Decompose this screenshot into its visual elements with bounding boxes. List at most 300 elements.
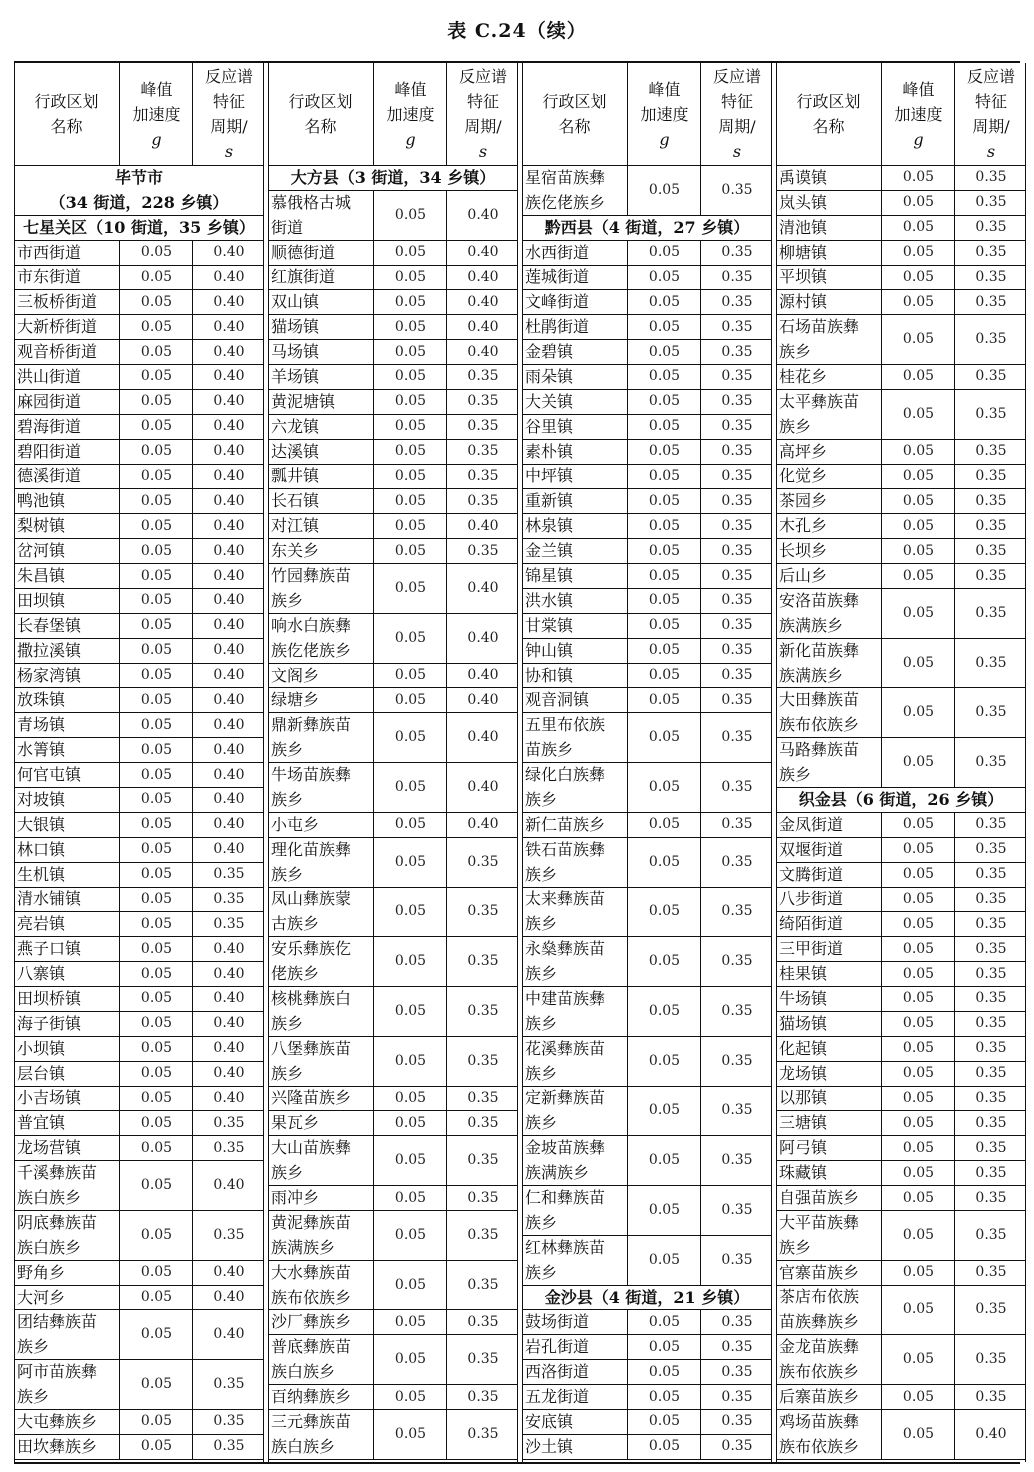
division-name: 大田彝族苗 族布依族乡 (779, 690, 860, 735)
table-row (14, 1359, 264, 1410)
division-name: 桂果镇 (779, 964, 828, 984)
characteristic-period-value: 0.35 (700, 364, 773, 389)
division-name: 茶店布依族 苗族彝族乡 (779, 1287, 860, 1332)
peak-acceleration-value: 0.05 (119, 613, 193, 638)
region-group-heading: 七星关区（10 街道，35 乡镇） (14, 215, 264, 241)
table-row (268, 687, 518, 713)
division-name: 沙土镇 (525, 1436, 574, 1456)
table-row (14, 911, 264, 937)
division-name: 双山镇 (271, 292, 320, 312)
header-pga-text: 峰值 加速度 (894, 79, 943, 124)
peak-acceleration-value: 0.05 (119, 1210, 193, 1260)
peak-acceleration-value: 0.05 (881, 1160, 955, 1185)
peak-acceleration-value: 0.05 (119, 1260, 193, 1285)
characteristic-period-value: 0.35 (192, 1409, 265, 1434)
peak-acceleration-value: 0.05 (881, 1135, 955, 1160)
table-row (522, 414, 772, 440)
division-name: 朱昌镇 (17, 566, 66, 586)
peak-acceleration-value: 0.05 (881, 1185, 955, 1210)
peak-acceleration-value: 0.05 (881, 289, 955, 314)
division-name: 金坡苗族彝 族满族乡 (525, 1138, 606, 1183)
characteristic-period-value: 0.35 (700, 638, 773, 663)
peak-acceleration-value: 0.05 (119, 1061, 193, 1086)
table-row (776, 1135, 1026, 1161)
table-row (522, 613, 772, 639)
division-name: 金兰镇 (525, 541, 574, 561)
table-row (776, 165, 1026, 191)
peak-acceleration-value: 0.05 (881, 538, 955, 563)
peak-acceleration-value: 0.05 (881, 215, 955, 240)
division-name: 大水彝族苗 族布依族乡 (271, 1262, 352, 1307)
table-row (522, 1135, 772, 1186)
table-row (268, 414, 518, 440)
division-name: 海子街镇 (17, 1013, 82, 1033)
division-name: 林口镇 (17, 839, 66, 859)
peak-acceleration-value: 0.05 (627, 563, 701, 588)
peak-acceleration-value: 0.05 (373, 1309, 447, 1334)
table-row (14, 1110, 264, 1136)
table-row (14, 762, 264, 788)
peak-acceleration-value: 0.05 (627, 314, 701, 339)
peak-acceleration-value: 0.05 (627, 762, 701, 812)
division-name: 官寨苗族乡 (779, 1262, 860, 1282)
division-name: 源村镇 (779, 292, 828, 312)
division-name: 锦星镇 (525, 566, 574, 586)
table-row (268, 812, 518, 838)
division-name: 大平苗族彝 族乡 (779, 1212, 860, 1257)
peak-acceleration-value: 0.05 (881, 563, 955, 588)
characteristic-period-value: 0.40 (192, 364, 265, 389)
header-period-text: 反应谱 特征 周期/ (712, 67, 761, 136)
header-pga-unit: g (913, 129, 924, 149)
table-row (776, 314, 1026, 365)
division-name: 文阁乡 (271, 665, 320, 685)
region-group-heading: 金沙县（4 街道，21 乡镇） (522, 1285, 772, 1311)
peak-acceleration-value: 0.05 (373, 887, 447, 937)
characteristic-period-value: 0.35 (700, 837, 773, 887)
peak-acceleration-value: 0.05 (119, 588, 193, 613)
table-row (268, 936, 518, 987)
characteristic-period-value: 0.35 (700, 1135, 773, 1185)
table-column-block-1 (14, 63, 264, 1462)
division-name: 五龙街道 (525, 1387, 590, 1407)
peak-acceleration-value: 0.05 (373, 837, 447, 887)
peak-acceleration-value: 0.05 (373, 1210, 447, 1260)
peak-acceleration-value: 0.05 (881, 911, 955, 936)
division-name: 水箐镇 (17, 740, 66, 760)
division-name: 后山乡 (779, 566, 828, 586)
division-name: 珠藏镇 (779, 1163, 828, 1183)
table-row (522, 687, 772, 713)
division-name: 达溪镇 (271, 441, 320, 461)
peak-acceleration-value: 0.05 (119, 314, 193, 339)
peak-acceleration-value: 0.05 (373, 613, 447, 663)
characteristic-period-value: 0.35 (446, 488, 519, 513)
peak-acceleration-value: 0.05 (373, 538, 447, 563)
division-name: 何官屯镇 (17, 765, 82, 785)
characteristic-period-value: 0.35 (700, 588, 773, 613)
peak-acceleration-value: 0.05 (881, 986, 955, 1011)
characteristic-period-value: 0.35 (700, 314, 773, 339)
peak-acceleration-value: 0.05 (373, 1036, 447, 1086)
characteristic-period-value: 0.40 (192, 737, 265, 762)
peak-acceleration-value: 0.05 (627, 588, 701, 613)
peak-acceleration-value: 0.05 (881, 464, 955, 489)
peak-acceleration-value: 0.05 (373, 663, 447, 688)
peak-acceleration-value: 0.05 (373, 364, 447, 389)
division-name: 洪水镇 (525, 590, 574, 610)
table-row (268, 389, 518, 415)
peak-acceleration-value: 0.05 (881, 439, 955, 464)
characteristic-period-value: 0.35 (446, 1409, 519, 1459)
peak-acceleration-value: 0.05 (373, 1384, 447, 1409)
division-name: 星宿苗族彝 族仡佬族乡 (525, 167, 606, 212)
header-pga-unit: g (151, 129, 162, 149)
division-name: 德溪街道 (17, 466, 82, 486)
peak-acceleration-value: 0.05 (119, 762, 193, 787)
characteristic-period-value: 0.35 (954, 1285, 1027, 1335)
characteristic-period-value: 0.40 (446, 339, 519, 364)
header-name-label: 行政区划 名称 (542, 92, 607, 136)
characteristic-period-value: 0.35 (954, 364, 1027, 389)
peak-acceleration-value: 0.05 (373, 265, 447, 290)
division-name: 茶园乡 (779, 491, 828, 511)
table-row (268, 513, 518, 539)
division-name: 麻园街道 (17, 391, 82, 411)
peak-acceleration-value: 0.05 (881, 1285, 955, 1335)
characteristic-period-value: 0.40 (192, 638, 265, 663)
characteristic-period-value: 0.40 (192, 837, 265, 862)
division-name: 安底镇 (525, 1411, 574, 1431)
table-header (522, 63, 772, 166)
table-row (268, 1185, 518, 1211)
table-header (14, 63, 264, 166)
division-name: 黄泥彝族苗 族满族乡 (271, 1212, 352, 1257)
table-row (522, 513, 772, 539)
characteristic-period-value: 0.35 (954, 837, 1027, 862)
peak-acceleration-value: 0.05 (119, 1359, 193, 1409)
characteristic-period-value: 0.35 (954, 513, 1027, 538)
table-row (522, 837, 772, 888)
peak-acceleration-value: 0.05 (119, 563, 193, 588)
table-row (14, 513, 264, 539)
division-name: 石场苗族彝 族乡 (779, 317, 860, 362)
table-row (268, 613, 518, 664)
table-row (776, 1110, 1026, 1136)
header-period-label (713, 64, 761, 164)
table-row (522, 762, 772, 813)
region-group-heading: 织金县（6 街道，26 乡镇） (776, 787, 1026, 813)
header-pga-text: 峰值 加速度 (640, 79, 689, 124)
table-row (776, 563, 1026, 589)
table-row (14, 1285, 264, 1311)
table-row (522, 986, 772, 1037)
table-row (522, 314, 772, 340)
table-row (14, 936, 264, 962)
characteristic-period-value: 0.40 (192, 762, 265, 787)
table-row (14, 488, 264, 514)
division-name: 鸡场苗族彝 族布依族乡 (779, 1411, 860, 1456)
peak-acceleration-value: 0.05 (881, 638, 955, 688)
peak-acceleration-value: 0.05 (627, 339, 701, 364)
peak-acceleration-value: 0.05 (627, 389, 701, 414)
table-row (776, 588, 1026, 639)
table-row (776, 538, 1026, 564)
peak-acceleration-value: 0.05 (119, 538, 193, 563)
division-name: 大新桥街道 (17, 317, 98, 337)
header-pga-cell (119, 63, 193, 165)
table-row (522, 1334, 772, 1360)
table-row (776, 190, 1026, 216)
characteristic-period-value: 0.40 (192, 1086, 265, 1111)
division-name: 化起镇 (779, 1038, 828, 1058)
table-row (522, 538, 772, 564)
table-row (776, 1185, 1026, 1211)
table-row (776, 936, 1026, 962)
peak-acceleration-value: 0.05 (119, 240, 193, 265)
table-row (14, 1061, 264, 1087)
header-pga-cell (881, 63, 955, 165)
division-name: 柳塘镇 (779, 242, 828, 262)
header-period-text: 反应谱 特征 周期/ (458, 67, 507, 136)
division-name: 高坪乡 (779, 441, 828, 461)
table-row (14, 265, 264, 291)
table-row (522, 439, 772, 465)
division-name: 林泉镇 (525, 516, 574, 536)
peak-acceleration-value: 0.05 (627, 1359, 701, 1384)
division-name: 普宜镇 (17, 1113, 66, 1133)
division-name: 金碧镇 (525, 342, 574, 362)
division-name: 响水白族彝 族仡佬族乡 (271, 615, 352, 660)
header-pga-text: 峰值 加速度 (132, 79, 181, 124)
division-name: 东关乡 (271, 541, 320, 561)
characteristic-period-value: 0.35 (954, 314, 1027, 364)
table-row (268, 488, 518, 514)
peak-acceleration-value: 0.05 (881, 887, 955, 912)
table-row (268, 364, 518, 390)
table-row (776, 364, 1026, 390)
division-name: 田坝桥镇 (17, 988, 82, 1008)
characteristic-period-value: 0.35 (446, 887, 519, 937)
peak-acceleration-value: 0.05 (627, 289, 701, 314)
characteristic-period-value: 0.35 (700, 513, 773, 538)
header-pga-label (894, 77, 942, 152)
header-pga-label (640, 77, 688, 152)
table-row (14, 389, 264, 415)
table-row (268, 1110, 518, 1136)
table-row (14, 1210, 264, 1261)
peak-acceleration-value: 0.05 (373, 986, 447, 1036)
table-row (268, 762, 518, 813)
peak-acceleration-value: 0.05 (881, 265, 955, 290)
division-name: 龙场营镇 (17, 1138, 82, 1158)
division-name: 普底彝族苗 族白族乡 (271, 1337, 352, 1382)
peak-acceleration-value: 0.05 (373, 314, 447, 339)
division-name: 金凤街道 (779, 814, 844, 834)
characteristic-period-value: 0.35 (954, 961, 1027, 986)
division-name: 红林彝族苗 族乡 (525, 1237, 606, 1282)
peak-acceleration-value: 0.05 (119, 1409, 193, 1434)
peak-acceleration-value: 0.05 (627, 638, 701, 663)
division-name: 太来彝族苗 族乡 (525, 889, 606, 934)
characteristic-period-value: 0.40 (192, 687, 265, 712)
header-period-cell (192, 63, 265, 165)
characteristic-period-value: 0.35 (700, 1036, 773, 1086)
peak-acceleration-value: 0.05 (373, 339, 447, 364)
characteristic-period-value: 0.40 (192, 812, 265, 837)
characteristic-period-value: 0.40 (192, 961, 265, 986)
peak-acceleration-value: 0.05 (881, 936, 955, 961)
division-name: 以那镇 (779, 1088, 828, 1108)
characteristic-period-value: 0.40 (446, 314, 519, 339)
header-name-cell (14, 63, 119, 165)
characteristic-period-value: 0.35 (446, 389, 519, 414)
division-name: 永燊彝族苗 族乡 (525, 939, 606, 984)
characteristic-period-value: 0.35 (700, 414, 773, 439)
division-name: 层台镇 (17, 1063, 66, 1083)
header-name-cell (776, 63, 881, 165)
peak-acceleration-value: 0.05 (373, 1135, 447, 1185)
peak-acceleration-value: 0.05 (881, 488, 955, 513)
table-row (776, 1384, 1026, 1410)
table-row (522, 663, 772, 689)
peak-acceleration-value: 0.05 (119, 389, 193, 414)
table-row (776, 887, 1026, 913)
peak-acceleration-value: 0.05 (119, 887, 193, 912)
characteristic-period-value: 0.35 (954, 190, 1027, 215)
characteristic-period-value: 0.40 (192, 488, 265, 513)
characteristic-period-value: 0.35 (700, 488, 773, 513)
characteristic-period-value: 0.35 (954, 588, 1027, 638)
peak-acceleration-value: 0.05 (881, 687, 955, 737)
table-row (776, 911, 1026, 937)
peak-acceleration-value: 0.05 (627, 439, 701, 464)
table-row (14, 339, 264, 365)
table-row (268, 1260, 518, 1311)
peak-acceleration-value: 0.05 (881, 1086, 955, 1111)
peak-acceleration-value: 0.05 (627, 1384, 701, 1409)
division-name: 观音桥街道 (17, 342, 98, 362)
division-name: 洪山街道 (17, 366, 82, 386)
characteristic-period-value: 0.35 (446, 364, 519, 389)
characteristic-period-value: 0.35 (446, 1036, 519, 1086)
table-row (776, 488, 1026, 514)
table-row (522, 1235, 772, 1286)
characteristic-period-value: 0.35 (954, 911, 1027, 936)
table-row (268, 190, 518, 241)
division-name: 鼓场街道 (525, 1312, 590, 1332)
characteristic-period-value: 0.35 (192, 1210, 265, 1260)
division-name: 绮陌街道 (779, 914, 844, 934)
peak-acceleration-value: 0.05 (373, 936, 447, 986)
division-name: 兴隆苗族乡 (271, 1088, 352, 1108)
peak-acceleration-value: 0.05 (373, 1334, 447, 1384)
characteristic-period-value: 0.35 (446, 439, 519, 464)
division-name: 定新彝族苗 族乡 (525, 1088, 606, 1133)
table-column-block-2 (268, 63, 518, 1462)
characteristic-period-value: 0.35 (954, 1036, 1027, 1061)
table-row (268, 1135, 518, 1186)
header-period-text: 反应谱 特征 周期/ (204, 67, 253, 136)
characteristic-period-value: 0.40 (192, 563, 265, 588)
region-group-heading: 毕节市 （34 街道，228 乡镇） (14, 165, 264, 216)
table-row (776, 1011, 1026, 1037)
table-row (268, 712, 518, 763)
table-header (268, 63, 518, 166)
peak-acceleration-value: 0.05 (119, 1036, 193, 1061)
table-row (522, 1384, 772, 1410)
table-row (268, 1210, 518, 1261)
table-row (14, 1011, 264, 1037)
characteristic-period-value: 0.40 (192, 538, 265, 563)
table-row (268, 265, 518, 291)
table-row (14, 240, 264, 266)
characteristic-period-value: 0.35 (700, 1409, 773, 1434)
peak-acceleration-value: 0.05 (627, 687, 701, 712)
table-row (268, 1384, 518, 1410)
table-row (776, 862, 1026, 888)
division-name: 瓢井镇 (271, 466, 320, 486)
table-row (522, 936, 772, 987)
table-row (522, 389, 772, 415)
table-row (776, 464, 1026, 490)
characteristic-period-value: 0.35 (954, 538, 1027, 563)
division-name: 三元彝族苗 族白族乡 (271, 1411, 352, 1456)
division-name: 文峰街道 (525, 292, 590, 312)
table-row (522, 1309, 772, 1335)
characteristic-period-value: 0.40 (446, 265, 519, 290)
characteristic-period-value: 0.40 (192, 588, 265, 613)
division-name: 绿塘乡 (271, 690, 320, 710)
characteristic-period-value: 0.35 (700, 762, 773, 812)
division-name: 市东街道 (17, 267, 82, 287)
table-row (522, 638, 772, 664)
peak-acceleration-value: 0.05 (373, 712, 447, 762)
peak-acceleration-value: 0.05 (119, 687, 193, 712)
division-name: 顺德街道 (271, 242, 336, 262)
division-name: 莲城街道 (525, 267, 590, 287)
division-name: 西洛街道 (525, 1362, 590, 1382)
table-row (522, 712, 772, 763)
division-name: 新仁苗族乡 (525, 814, 606, 834)
table-row (776, 439, 1026, 465)
characteristic-period-value: 0.40 (446, 812, 519, 837)
table-row (14, 314, 264, 340)
characteristic-period-value: 0.35 (954, 1334, 1027, 1384)
division-name: 羊场镇 (271, 366, 320, 386)
characteristic-period-value: 0.40 (192, 464, 265, 489)
characteristic-period-value: 0.35 (954, 165, 1027, 190)
division-name: 百纳彝族乡 (271, 1387, 352, 1407)
peak-acceleration-value: 0.05 (627, 1185, 701, 1235)
peak-acceleration-value: 0.05 (627, 1086, 701, 1136)
characteristic-period-value: 0.35 (954, 240, 1027, 265)
characteristic-period-value: 0.35 (700, 887, 773, 937)
peak-acceleration-value: 0.05 (627, 240, 701, 265)
characteristic-period-value: 0.35 (700, 265, 773, 290)
division-name: 大山苗族彝 族乡 (271, 1138, 352, 1183)
peak-acceleration-value: 0.05 (373, 687, 447, 712)
division-name: 撒拉溪镇 (17, 640, 82, 660)
division-name: 黄泥塘镇 (271, 391, 336, 411)
table-row (776, 1285, 1026, 1336)
peak-acceleration-value: 0.05 (119, 339, 193, 364)
division-name: 雨朵镇 (525, 366, 574, 386)
peak-acceleration-value: 0.05 (627, 663, 701, 688)
division-name: 碧海街道 (17, 416, 82, 436)
header-pga-cell (627, 63, 701, 165)
table-row (14, 1309, 264, 1360)
